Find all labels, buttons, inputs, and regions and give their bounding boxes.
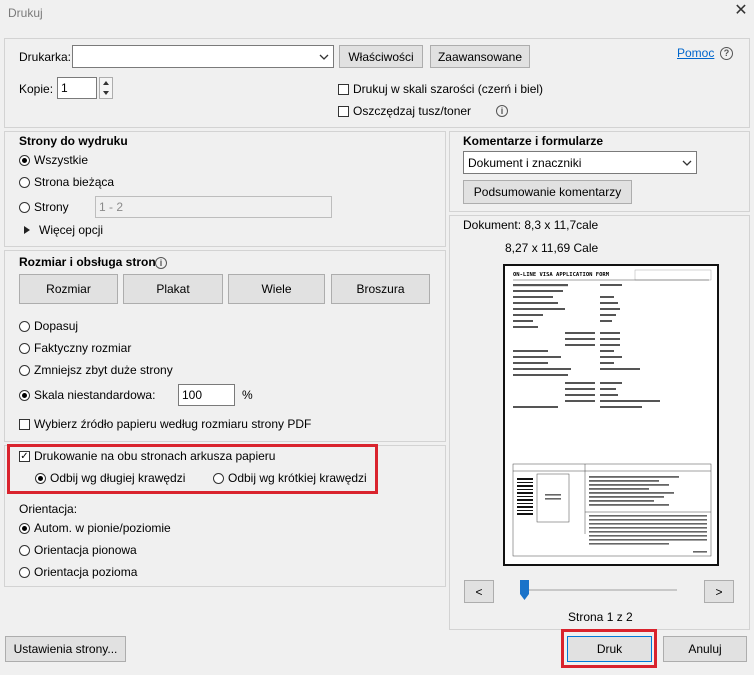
radio-pages-range[interactable] <box>19 200 69 214</box>
chevron-down-icon <box>682 158 692 168</box>
save-ink-checkbox[interactable] <box>338 104 471 118</box>
radio-auto-orientation[interactable] <box>19 521 171 535</box>
chevron-down-icon[interactable] <box>100 88 112 98</box>
chevron-down-icon <box>319 52 329 62</box>
radio-dot[interactable] <box>19 567 30 578</box>
orientation-title: Orientacja: <box>19 502 78 516</box>
grayscale-checkbox[interactable] <box>338 82 543 96</box>
radio-actual-size[interactable] <box>19 341 131 355</box>
pages-title: Strony do wydruku <box>19 134 128 148</box>
printer-label: Drukarka: <box>19 50 72 64</box>
paper-size: 8,27 x 11,69 Cale <box>505 241 599 255</box>
copies-stepper[interactable] <box>99 77 113 99</box>
multiple-button[interactable]: Wiele <box>228 274 325 304</box>
copies-label: Kopie: <box>19 82 54 96</box>
scale-input[interactable]: 100 <box>178 384 235 406</box>
advanced-button[interactable]: Zaawansowane <box>430 45 530 68</box>
grayscale-label: Drukuj w skali szarości (czerń i biel) <box>353 82 544 96</box>
radio-label: Autom. w pionie/poziomie <box>34 521 171 535</box>
booklet-button[interactable]: Broszura <box>331 274 430 304</box>
radio-dot[interactable] <box>19 390 30 401</box>
preview-document-image <box>505 266 717 564</box>
checkbox-box[interactable] <box>338 106 349 117</box>
scale-unit: % <box>242 388 253 402</box>
document-size: Dokument: 8,3 x 11,7cale <box>463 218 599 232</box>
prev-page-button[interactable]: < <box>464 580 494 603</box>
more-options-label: Więcej opcji <box>39 223 104 237</box>
radio-dot[interactable] <box>19 202 30 213</box>
radio-label: Orientacja pionowa <box>34 543 137 557</box>
page-setup-button[interactable]: Ustawienia strony... <box>5 636 126 662</box>
cancel-button[interactable]: Anuluj <box>663 636 747 662</box>
checkbox-box[interactable] <box>19 419 30 430</box>
radio-label: Odbij wg krótkiej krawędzi <box>228 471 367 485</box>
printer-select[interactable] <box>72 45 334 68</box>
radio-fit[interactable] <box>19 319 78 333</box>
radio-label: Strona bieżąca <box>34 175 115 189</box>
print-button[interactable]: Druk <box>567 636 652 662</box>
comments-select-value: Dokument i znaczniki <box>468 155 582 170</box>
radio-landscape[interactable] <box>19 565 137 579</box>
radio-portrait[interactable] <box>19 543 137 557</box>
comments-select[interactable] <box>463 151 697 174</box>
radio-dot[interactable] <box>19 177 30 188</box>
size-button[interactable]: Rozmiar <box>19 274 118 304</box>
checkbox-box[interactable] <box>338 84 349 95</box>
more-options-toggle[interactable] <box>23 223 103 237</box>
pages-range-input[interactable] <box>95 196 332 218</box>
chevron-up-icon[interactable] <box>100 78 112 88</box>
help-link[interactable]: Pomoc <box>677 46 715 60</box>
properties-button[interactable]: Właściwości <box>339 45 423 68</box>
preview-heading: ON-LINE VISA APPLICATION FORM <box>513 272 610 278</box>
radio-label: Strony <box>34 200 69 214</box>
radio-label: Orientacja pozioma <box>34 565 138 579</box>
radio-custom-scale[interactable] <box>19 388 155 402</box>
radio-dot[interactable] <box>19 343 30 354</box>
radio-dot[interactable] <box>19 155 30 166</box>
page-slider-track[interactable] <box>521 589 677 591</box>
paper-source-label: Wybierz źródło papieru według rozmiaru strony PDF <box>34 417 312 431</box>
radio-dot[interactable] <box>19 545 30 556</box>
paper-source-checkbox[interactable] <box>19 417 311 431</box>
save-ink-label: Oszczędzaj tusz/toner <box>353 104 472 118</box>
duplex-highlight <box>7 444 378 494</box>
checkbox-box[interactable]: ✓ <box>20 450 29 462</box>
next-page-button[interactable]: > <box>704 580 734 603</box>
summarize-comments-button[interactable]: Podsumowanie komentarzy <box>463 180 632 204</box>
sizing-title: Rozmiar i obsługa stron <box>19 255 156 269</box>
window-title: Drukuj <box>8 6 43 20</box>
copies-input[interactable]: 1 <box>57 77 97 99</box>
radio-label: Dopasuj <box>34 319 79 333</box>
page-slider-thumb[interactable] <box>520 580 529 600</box>
radio-dot[interactable] <box>19 523 30 534</box>
radio-all-pages[interactable] <box>19 153 88 167</box>
duplex-label: Drukowanie na obu stronach arkusza papieru <box>34 449 276 463</box>
page-preview <box>503 264 719 566</box>
poster-button[interactable]: Plakat <box>123 274 223 304</box>
triangle-right-icon <box>23 225 31 235</box>
page-indicator: Strona 1 z 2 <box>568 610 633 624</box>
radio-label: Odbij wg długiej krawędzi <box>50 471 186 485</box>
close-icon[interactable]: ✕ <box>734 2 748 19</box>
print-highlight <box>561 629 657 668</box>
radio-dot[interactable] <box>19 365 30 376</box>
help-icon[interactable]: ? <box>720 45 733 60</box>
radio-label: Zmniejsz zbyt duże strony <box>34 363 173 377</box>
radio-current-page[interactable] <box>19 175 114 189</box>
pages-range-placeholder: 1 - 2 <box>99 200 124 214</box>
info-icon[interactable]: i <box>155 255 167 269</box>
comments-title: Komentarze i formularze <box>463 134 604 148</box>
radio-dot[interactable] <box>19 321 30 332</box>
info-icon[interactable]: i <box>496 103 508 117</box>
radio-label: Skala niestandardowa: <box>34 388 156 402</box>
radio-shrink[interactable] <box>19 363 173 377</box>
radio-label: Wszystkie <box>34 153 88 167</box>
radio-label: Faktyczny rozmiar <box>34 341 132 355</box>
